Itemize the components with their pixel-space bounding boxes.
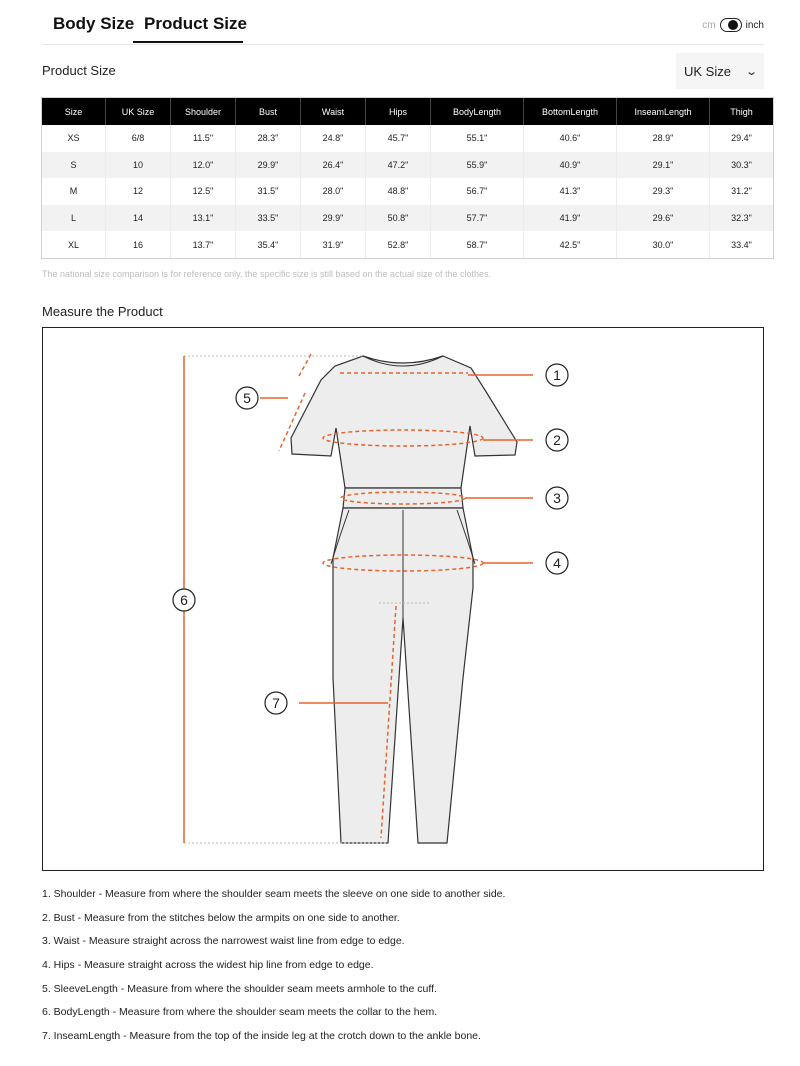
instruction-item: 5. SleeveLength - Measure from where the shoulder seam meets armhole to the cuff.	[42, 982, 437, 995]
tab-product-size[interactable]: Product Size	[144, 14, 247, 33]
table-cell: 29.6"	[617, 205, 710, 232]
table-header: InseamLength	[617, 98, 710, 125]
table-row	[42, 205, 773, 232]
marker-7: 7	[272, 695, 280, 711]
size-note: The national size comparison is for reference only, the specific size is still based on the actual size of the clothes.	[42, 269, 492, 279]
table-cell: 52.8"	[366, 231, 431, 258]
table-cell: 35.4"	[236, 231, 301, 258]
size-table	[42, 98, 773, 258]
table-cell: 41.9"	[524, 205, 617, 232]
table-cell: 31.9"	[301, 231, 366, 258]
table-cell: XL	[42, 231, 106, 258]
table-cell: 28.0"	[301, 178, 366, 205]
table-cell: 42.5"	[524, 231, 617, 258]
table-cell: 56.7"	[431, 178, 524, 205]
table-cell: 29.9"	[301, 205, 366, 232]
table-cell: 31.2"	[731, 186, 752, 197]
table-cell: XS	[42, 125, 106, 152]
table-cell: 55.9"	[431, 152, 524, 179]
table-row	[42, 231, 773, 258]
table-cell: 10	[106, 152, 171, 179]
instruction-item: 4. Hips - Measure straight across the widest hip line from edge to edge.	[42, 959, 374, 972]
table-cell: 30.3"	[710, 152, 774, 179]
active-tab-indicator	[133, 41, 243, 43]
instruction-item: 2. Bust - Measure from the stitches below the armpits on one side to another.	[42, 911, 400, 924]
table-cell: 29.4"	[731, 133, 752, 144]
measurement-diagram	[42, 327, 764, 871]
table-row	[42, 178, 773, 205]
instruction-item: 1. Shoulder - Measure from where the shoulder seam meets the sleeve on one side to another side.	[42, 888, 506, 900]
table-header: Bust	[236, 98, 301, 125]
table-cell: 40.6"	[524, 125, 617, 152]
instruction-item: 7. InseamLength - Measure from the top of the inside leg at the crotch down to the ankle bone.	[42, 1030, 481, 1043]
table-cell: 28.9"	[617, 125, 710, 152]
section-title: Product Size	[42, 63, 116, 78]
table-cell: 29.9"	[236, 152, 301, 179]
table-cell: 41.3"	[524, 178, 617, 205]
tab-body-size[interactable]: Body Size	[53, 14, 135, 33]
table-cell: 48.8"	[366, 178, 431, 205]
table-cell: 40.9"	[524, 152, 617, 179]
garment-top	[291, 356, 517, 488]
table-row	[42, 152, 773, 179]
marker-3: 3	[553, 490, 561, 506]
table-cell: 55.1"	[431, 125, 524, 152]
size-tabs	[42, 0, 764, 45]
garment-waistband	[343, 488, 463, 508]
chevron-down-icon: ⌄	[744, 65, 758, 78]
measure-title: Measure the Product	[42, 304, 163, 319]
table-cell: 26.4"	[301, 152, 366, 179]
table-header: Thigh	[710, 98, 774, 125]
sleeve-measure-cap	[299, 354, 311, 376]
table-cell: 16	[106, 231, 171, 258]
table-cell: 45.7"	[366, 125, 431, 152]
table-cell: 12	[106, 178, 171, 205]
table-cell: 29.1"	[617, 152, 710, 179]
table-row	[42, 125, 773, 152]
marker-4: 4	[553, 555, 561, 571]
size-system-value: UK Size	[684, 63, 731, 79]
table-cell: 33.5"	[236, 205, 301, 232]
table-header: UK Size	[106, 98, 171, 125]
table-cell: M	[42, 178, 106, 205]
table-cell: 12.5"	[171, 178, 236, 205]
marker-2: 2	[553, 432, 561, 448]
table-header: BottomLength	[524, 98, 617, 125]
table-header: Size	[42, 98, 106, 125]
table-cell: 29.3"	[617, 178, 710, 205]
table-cell: 58.7"	[431, 231, 524, 258]
unit-switch-knob	[728, 20, 738, 30]
table-cell: 14	[106, 205, 171, 232]
table-header: Hips	[366, 98, 431, 125]
instruction-item: 3. Waist - Measure straight across the narrowest waist line from edge to edge.	[42, 935, 405, 948]
measurement-instructions	[42, 887, 505, 1053]
table-cell: 11.5"	[171, 125, 236, 152]
marker-1: 1	[553, 367, 561, 383]
table-header: BodyLength	[431, 98, 524, 125]
size-system-select[interactable]	[676, 53, 764, 89]
unit-switch[interactable]	[720, 18, 742, 32]
table-cell: 50.8"	[366, 205, 431, 232]
table-header: Shoulder	[171, 98, 236, 125]
table-cell: 12.0"	[171, 152, 236, 179]
table-cell: 47.2"	[366, 152, 431, 179]
table-cell: 13.7"	[171, 231, 236, 258]
table-cell: 30.0"	[617, 231, 710, 258]
table-cell: 13.1"	[171, 205, 236, 232]
table-cell: 32.3"	[710, 205, 774, 232]
table-cell: 24.8"	[301, 125, 366, 152]
table-cell: L	[42, 205, 106, 232]
unit-inch-label: inch	[745, 19, 764, 31]
unit-cm-label: cm	[702, 19, 716, 31]
marker-6: 6	[180, 592, 188, 608]
table-cell: 33.4"	[731, 239, 752, 250]
table-cell: 57.7"	[431, 205, 524, 232]
unit-toggle[interactable]	[702, 18, 764, 32]
jumpsuit-illustration	[43, 328, 765, 872]
table-cell: 28.3"	[236, 125, 301, 152]
marker-5: 5	[243, 390, 251, 406]
table-cell: 31.5"	[236, 178, 301, 205]
instruction-item: 6. BodyLength - Measure from where the shoulder seam meets the collar to the hem.	[42, 1006, 438, 1019]
table-cell: S	[42, 152, 106, 179]
table-cell: 6/8	[106, 125, 171, 152]
table-header: Waist	[301, 98, 366, 125]
